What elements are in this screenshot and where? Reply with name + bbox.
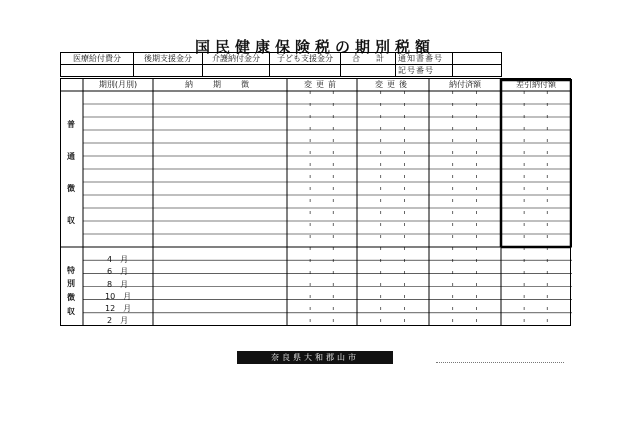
futsu-label-3: 徴 bbox=[67, 184, 75, 193]
total-label: 合 計 bbox=[341, 53, 396, 65]
symbol-number-value[interactable] bbox=[453, 65, 502, 77]
symbol-number-label: 記号番号 bbox=[396, 65, 453, 77]
medical-label: 医療給付費分 bbox=[61, 53, 134, 65]
elderly-label: 後期支援金分 bbox=[134, 53, 203, 65]
toku-label-4: 収 bbox=[67, 307, 75, 316]
tax-breakdown-header bbox=[60, 52, 502, 77]
col-header-diff: 差引納付額 bbox=[516, 80, 556, 89]
tax-installment-table bbox=[60, 78, 571, 326]
futsu-label-2: 通 bbox=[67, 152, 75, 161]
col-header-paid: 納付済額 bbox=[449, 80, 481, 89]
toku-label-1: 特 bbox=[67, 266, 75, 275]
elderly-value[interactable] bbox=[134, 65, 203, 77]
month-label-aug: 8 月 bbox=[107, 280, 129, 289]
toku-label-3: 徴 bbox=[67, 293, 75, 302]
toku-label-2: 別 bbox=[67, 279, 75, 288]
month-label-feb: 2 月 bbox=[107, 316, 129, 325]
month-label-dec: 12 月 bbox=[105, 304, 132, 313]
care-label: 介護納付金分 bbox=[203, 53, 270, 65]
page-title: 国民健康保険税の期別税額 bbox=[194, 38, 435, 56]
child-label: 子ども支援金分 bbox=[270, 53, 341, 65]
futsu-label-1: 普 bbox=[67, 120, 75, 129]
month-label-apr: 4 月 bbox=[107, 255, 129, 264]
month-label-oct: 10 月 bbox=[105, 292, 132, 301]
notice-number-label: 通知書番号 bbox=[396, 53, 453, 65]
col-header-collection: 納 期 徴 bbox=[185, 80, 255, 89]
futsu-label-4: 収 bbox=[67, 216, 75, 225]
month-label-jun: 6 月 bbox=[107, 267, 129, 276]
issuer-banner: 奈良県大和郡山市 bbox=[237, 351, 393, 364]
medical-value[interactable] bbox=[61, 65, 134, 77]
col-header-period: 期別(月別) bbox=[98, 80, 138, 89]
child-value[interactable] bbox=[270, 65, 341, 77]
care-value[interactable] bbox=[203, 65, 270, 77]
col-header-before: 変更前 bbox=[304, 80, 340, 89]
table-grid bbox=[61, 79, 572, 327]
notice-number-value[interactable] bbox=[453, 53, 502, 65]
total-value[interactable] bbox=[341, 65, 396, 77]
col-header-after: 変更後 bbox=[375, 80, 411, 89]
stamp-line bbox=[436, 362, 564, 363]
